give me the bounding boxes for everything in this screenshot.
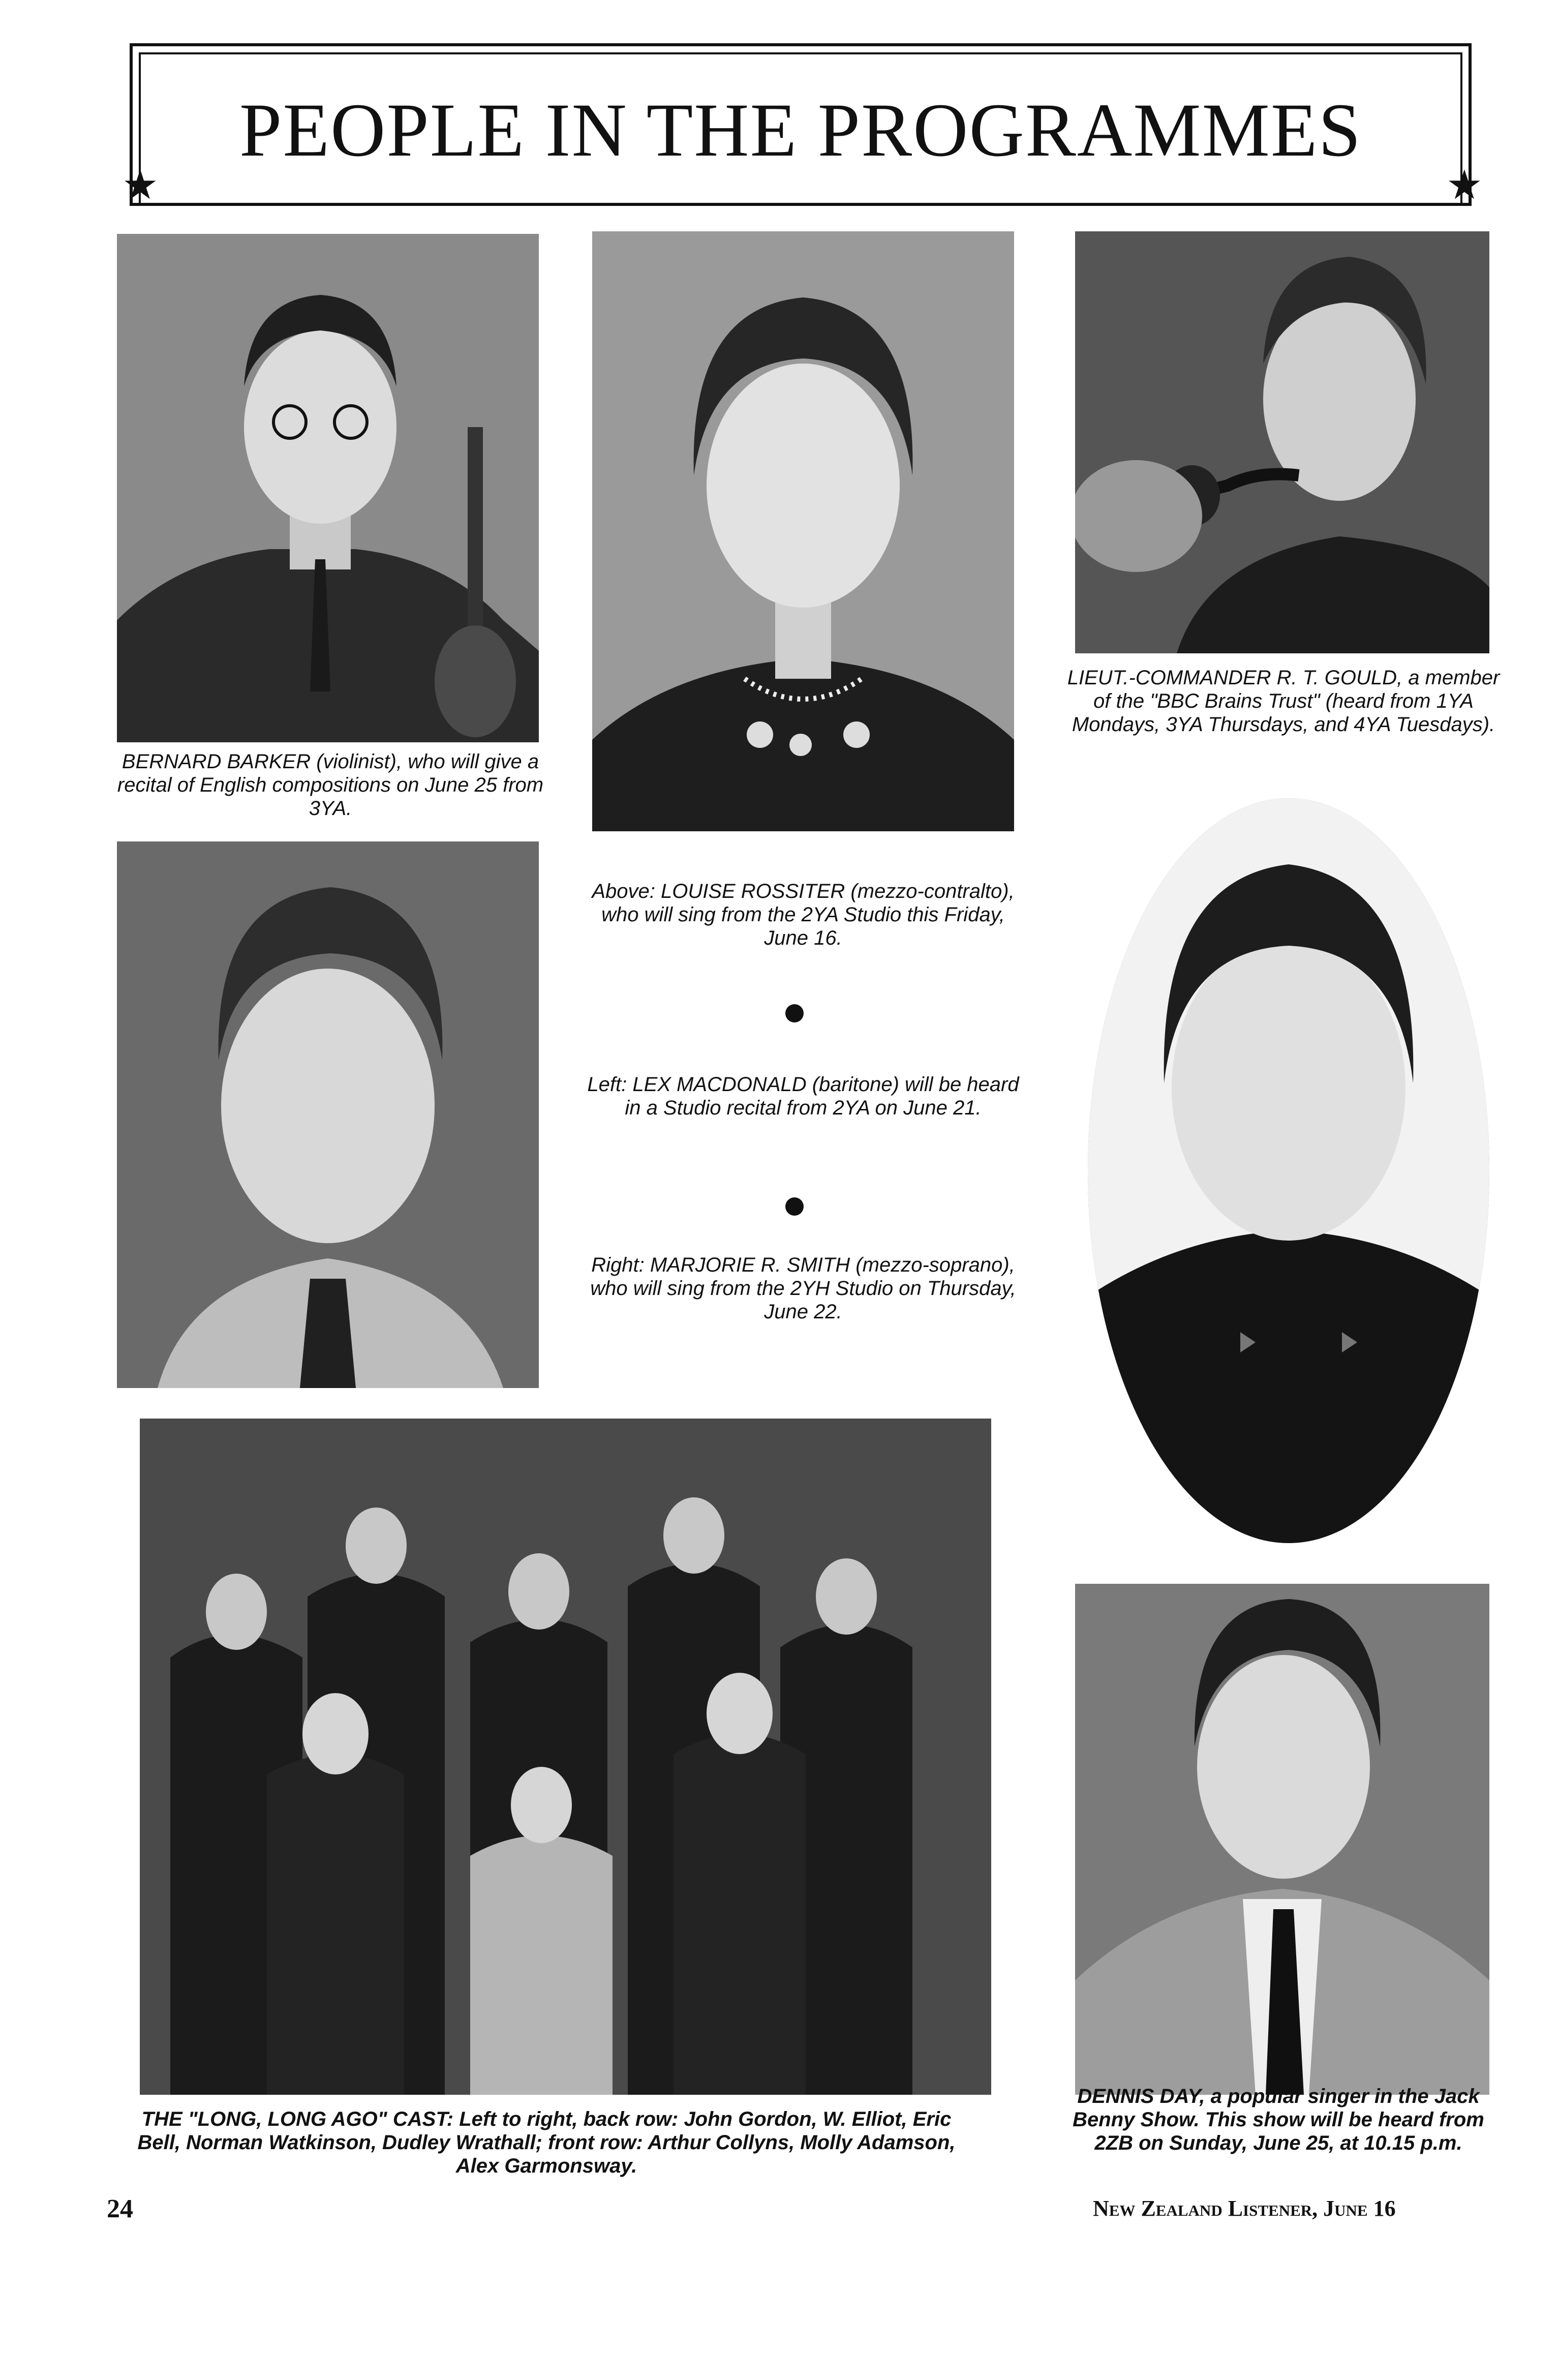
group-photo-icon <box>140 1419 991 2095</box>
photo-dennis-day <box>1075 1584 1489 2095</box>
caption-marjorie-smith: Right: MARJORIE R. SMITH (mezzo-soprano), who will sing from the 2YH Studio on Thursday, June 22. <box>590 1254 1016 1323</box>
portrait-man-pipe-icon <box>1075 231 1489 653</box>
photo-lex-macdonald <box>117 841 539 1388</box>
star-icon-right: ★ <box>1446 163 1483 208</box>
caption-rt-gould: LIEUT.-COMMANDER R. T. GOULD, a member of the "BBC Brains Trust" (heard from 1YA Mondays, 3YA Thursdays, and 4YA Tuesdays). <box>1067 667 1500 736</box>
caption-bernard-barker: BERNARD BARKER (violinist), who will give a recital of English compositions on June 25 from 3YA. <box>117 750 544 820</box>
bullet-divider <box>785 1004 804 1022</box>
page-number: 24 <box>107 2194 133 2223</box>
photo-long-ago-cast <box>140 1419 991 2095</box>
publication-footer: New Zealand Listener, June 16 <box>1093 2196 1396 2221</box>
portrait-man-icon <box>117 841 539 1388</box>
caption-long-ago-cast: THE "LONG, LONG AGO" CAST: Left to right, back row: John Gordon, W. Elliot, Eric Bell, Norman Watkinson, Dudley Wrathall; front row: Arthur Collyns, Molly Adamson, Alex Garmonsway. <box>137 2108 956 2177</box>
photo-louise-rossiter <box>592 231 1014 831</box>
portrait-woman-oval-icon <box>1088 798 1489 1543</box>
photo-bernard-barker <box>117 234 539 742</box>
portrait-man-icon <box>1075 1584 1489 2095</box>
caption-lex-macdonald: Left: LEX MACDONALD (baritone) will be heard in a Studio recital from 2YA on June 21. <box>587 1073 1019 1119</box>
photo-rt-gould <box>1075 231 1489 653</box>
page-title: PEOPLE IN THE PROGRAMMES <box>239 88 1362 172</box>
caption-dennis-day: DENNIS DAY, a popular singer in the Jack Benny Show. This show will be heard from 2ZB on Sunday, June 25, at 10.15 p.m. <box>1073 2085 1484 2154</box>
photo-marjorie-smith <box>1088 798 1489 1543</box>
star-icon-left: ★ <box>122 163 159 208</box>
portrait-woman-icon <box>592 231 1014 831</box>
bullet-divider <box>785 1197 804 1216</box>
portrait-violinist-icon <box>117 234 539 742</box>
caption-louise-rossiter: Above: LOUISE ROSSITER (mezzo-contralto), who will sing from the 2YA Studio this Friday, June 16. <box>592 880 1015 949</box>
title-banner <box>130 43 1472 206</box>
